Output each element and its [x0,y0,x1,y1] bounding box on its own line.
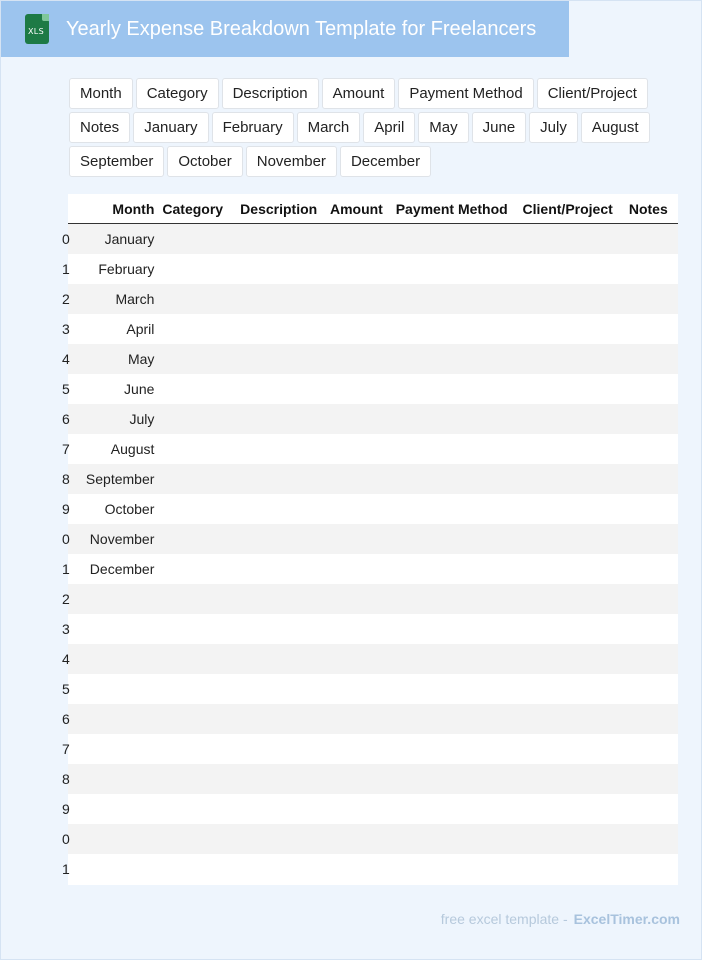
empty-cell [625,824,678,854]
tag-button[interactable]: June [472,112,527,143]
month-cell [75,674,158,704]
tag-button[interactable]: February [212,112,294,143]
empty-cell [392,824,519,854]
empty-cell [158,734,236,764]
xls-icon-label: XLS [28,27,44,36]
empty-cell [392,614,519,644]
row-index-cell [62,314,75,344]
tag-button[interactable]: Description [222,78,319,109]
empty-cell [519,314,625,344]
column-header: Description [236,194,326,224]
month-cell: October [75,494,158,524]
table-row [68,524,678,554]
footer-text: free excel template - [440,911,568,927]
empty-cell [519,794,625,824]
table-row [68,704,678,734]
empty-cell [519,854,625,884]
empty-cell [625,734,678,764]
empty-cell [392,644,519,674]
empty-cell [158,314,236,344]
empty-cell [392,464,519,494]
empty-cell [236,284,326,314]
row-index-cell [62,854,75,884]
empty-cell [236,254,326,284]
empty-cell [625,854,678,884]
empty-cell [158,254,236,284]
column-header: Amount [326,194,392,224]
tag-button[interactable]: January [133,112,208,143]
tag-button[interactable]: Payment Method [398,78,533,109]
empty-cell [158,584,236,614]
empty-cell [236,644,326,674]
empty-cell [392,494,519,524]
empty-cell [392,284,519,314]
empty-cell [519,494,625,524]
empty-cell [236,584,326,614]
empty-cell [625,314,678,344]
row-index-cell [62,824,75,854]
empty-cell [519,464,625,494]
row-index: 6 [62,711,70,727]
empty-cell [392,584,519,614]
tag-button[interactable]: April [363,112,415,143]
empty-cell [236,554,326,584]
empty-cell [236,224,326,255]
tag-button[interactable]: Amount [322,78,396,109]
empty-cell [392,734,519,764]
table-row [68,434,678,464]
month-cell: December [75,554,158,584]
table-row [68,404,678,434]
empty-cell [625,644,678,674]
row-index: 0 [62,531,70,547]
month-cell [75,734,158,764]
empty-cell [236,734,326,764]
empty-cell [519,224,625,255]
table-row [68,494,678,524]
month-cell: November [75,524,158,554]
empty-cell [326,854,392,884]
row-index: 9 [62,801,70,817]
table-row [68,344,678,374]
empty-cell [519,584,625,614]
empty-cell [625,584,678,614]
empty-cell [326,254,392,284]
empty-cell [625,434,678,464]
month-cell: March [75,284,158,314]
empty-cell [625,614,678,644]
row-index: 7 [62,741,70,757]
spreadsheet-preview [62,194,678,885]
column-header: Notes [625,194,678,224]
empty-cell [158,824,236,854]
column-header: Category [158,194,236,224]
empty-cell [236,404,326,434]
month-cell: September [75,464,158,494]
tag-button[interactable]: Notes [69,112,130,143]
row-index-cell [62,734,75,764]
row-index: 2 [62,591,70,607]
table-row [68,584,678,614]
month-cell [75,704,158,734]
month-cell: February [75,254,158,284]
tag-button[interactable]: March [297,112,361,143]
tag-list [69,78,679,177]
row-index-cell [62,794,75,824]
table-row [68,764,678,794]
empty-cell [236,824,326,854]
empty-cell [236,794,326,824]
row-index-cell [62,374,75,404]
table-header-row [68,194,678,224]
month-cell [75,854,158,884]
column-header: Month [75,194,158,224]
month-cell [75,794,158,824]
table-row [68,734,678,764]
row-index-cell [62,764,75,794]
empty-cell [625,224,678,255]
empty-cell [625,494,678,524]
empty-cell [326,644,392,674]
empty-cell [625,404,678,434]
column-header: Client/Project [519,194,625,224]
footer-brand-link[interactable]: ExcelTimer.com [573,911,680,927]
row-index: 1 [62,861,70,877]
month-cell: June [75,374,158,404]
empty-cell [326,824,392,854]
footer [441,911,680,927]
empty-cell [158,854,236,884]
empty-cell [519,374,625,404]
month-cell [75,584,158,614]
empty-cell [326,314,392,344]
empty-cell [236,524,326,554]
expense-table [62,194,678,884]
row-index-cell [62,644,75,674]
empty-cell [158,794,236,824]
empty-cell [326,494,392,524]
empty-cell [326,404,392,434]
empty-cell [625,464,678,494]
empty-cell [392,374,519,404]
empty-cell [326,764,392,794]
tag-button[interactable]: Category [136,78,219,109]
empty-cell [519,344,625,374]
empty-cell [392,674,519,704]
empty-cell [519,404,625,434]
row-index-cell [62,674,75,704]
empty-cell [625,764,678,794]
table-row [68,824,678,854]
page-title: Yearly Expense Breakdown Template for Freelancers [66,17,537,40]
empty-cell [519,764,625,794]
tag-button[interactable]: July [529,112,578,143]
table-row [68,254,678,284]
row-index: 1 [62,561,70,577]
tag-button[interactable]: Month [69,78,133,109]
empty-cell [158,434,236,464]
row-index: 7 [62,441,70,457]
empty-cell [158,704,236,734]
empty-cell [326,614,392,644]
empty-cell [392,854,519,884]
empty-cell [519,434,625,464]
row-index-cell [62,524,75,554]
column-header: Payment Method [392,194,519,224]
header-banner [1,1,569,57]
empty-cell [392,344,519,374]
empty-cell [326,674,392,704]
empty-cell [236,764,326,794]
empty-cell [519,644,625,674]
table-row [68,224,678,255]
empty-cell [158,674,236,704]
empty-cell [625,344,678,374]
month-cell: April [75,314,158,344]
row-index: 4 [62,351,70,367]
table-row [68,554,678,584]
empty-cell [158,554,236,584]
table-row [68,644,678,674]
empty-cell [519,554,625,584]
month-cell [75,614,158,644]
tag-button[interactable]: November [246,146,337,177]
empty-cell [326,794,392,824]
empty-cell [392,224,519,255]
empty-cell [625,674,678,704]
empty-cell [392,314,519,344]
table-row [68,794,678,824]
empty-cell [392,404,519,434]
empty-cell [392,524,519,554]
empty-cell [236,614,326,644]
empty-cell [625,704,678,734]
empty-cell [625,794,678,824]
table-row [68,674,678,704]
row-index-cell [62,254,75,284]
empty-cell [158,644,236,674]
month-cell: January [75,224,158,255]
empty-cell [236,374,326,404]
empty-cell [236,344,326,374]
empty-cell [392,764,519,794]
empty-cell [326,584,392,614]
empty-cell [392,554,519,584]
empty-cell [236,674,326,704]
empty-cell [236,464,326,494]
empty-cell [625,284,678,314]
empty-cell [625,554,678,584]
empty-cell [326,704,392,734]
empty-cell [326,224,392,255]
row-index: 2 [62,291,70,307]
row-index-cell [62,554,75,584]
row-index: 8 [62,471,70,487]
empty-cell [392,794,519,824]
empty-cell [158,524,236,554]
row-index: 1 [62,261,70,277]
month-cell: May [75,344,158,374]
empty-cell [392,254,519,284]
tag-button[interactable]: September [69,146,164,177]
row-index: 5 [62,381,70,397]
table-row [68,854,678,884]
empty-cell [519,704,625,734]
empty-cell [236,494,326,524]
empty-cell [326,284,392,314]
row-index-cell [62,344,75,374]
empty-cell [158,494,236,524]
empty-cell [236,854,326,884]
row-index-cell [62,704,75,734]
empty-cell [326,554,392,584]
row-index: 9 [62,501,70,517]
empty-cell [158,764,236,794]
row-index-cell [62,404,75,434]
row-index-cell [62,224,75,255]
tag-button[interactable]: Client/Project [537,78,648,109]
month-cell: July [75,404,158,434]
empty-cell [519,524,625,554]
empty-cell [158,344,236,374]
row-index: 4 [62,651,70,667]
row-index-cell [62,284,75,314]
tag-button[interactable]: October [167,146,242,177]
empty-cell [158,284,236,314]
empty-cell [236,314,326,344]
month-cell: August [75,434,158,464]
row-index: 0 [62,231,70,247]
row-index-cell [62,434,75,464]
empty-cell [519,254,625,284]
empty-cell [158,464,236,494]
row-index: 3 [62,621,70,637]
table-row [68,284,678,314]
empty-cell [392,704,519,734]
empty-cell [519,734,625,764]
row-index: 0 [62,831,70,847]
tag-button[interactable]: May [418,112,468,143]
month-cell [75,764,158,794]
empty-cell [519,614,625,644]
empty-cell [158,374,236,404]
empty-cell [625,524,678,554]
xls-file-icon [23,14,49,44]
empty-cell [236,704,326,734]
empty-cell [326,434,392,464]
empty-cell [625,254,678,284]
empty-cell [519,824,625,854]
row-index: 6 [62,411,70,427]
tag-button[interactable]: August [581,112,650,143]
table-row [68,374,678,404]
row-index-cell [62,464,75,494]
empty-cell [625,374,678,404]
month-cell [75,644,158,674]
empty-cell [326,374,392,404]
empty-cell [158,404,236,434]
row-index-cell [62,494,75,524]
tag-button[interactable]: December [340,146,431,177]
empty-cell [236,434,326,464]
empty-cell [326,524,392,554]
table-row [68,314,678,344]
row-index: 8 [62,771,70,787]
empty-cell [158,224,236,255]
empty-cell [326,734,392,764]
empty-cell [326,344,392,374]
empty-cell [158,614,236,644]
row-index: 5 [62,681,70,697]
row-index-cell [62,584,75,614]
empty-cell [326,464,392,494]
row-index: 3 [62,321,70,337]
table-row [68,614,678,644]
index-header [68,194,75,224]
table-row [68,464,678,494]
empty-cell [519,674,625,704]
month-cell [75,824,158,854]
row-index-cell [62,614,75,644]
empty-cell [519,284,625,314]
empty-cell [392,434,519,464]
